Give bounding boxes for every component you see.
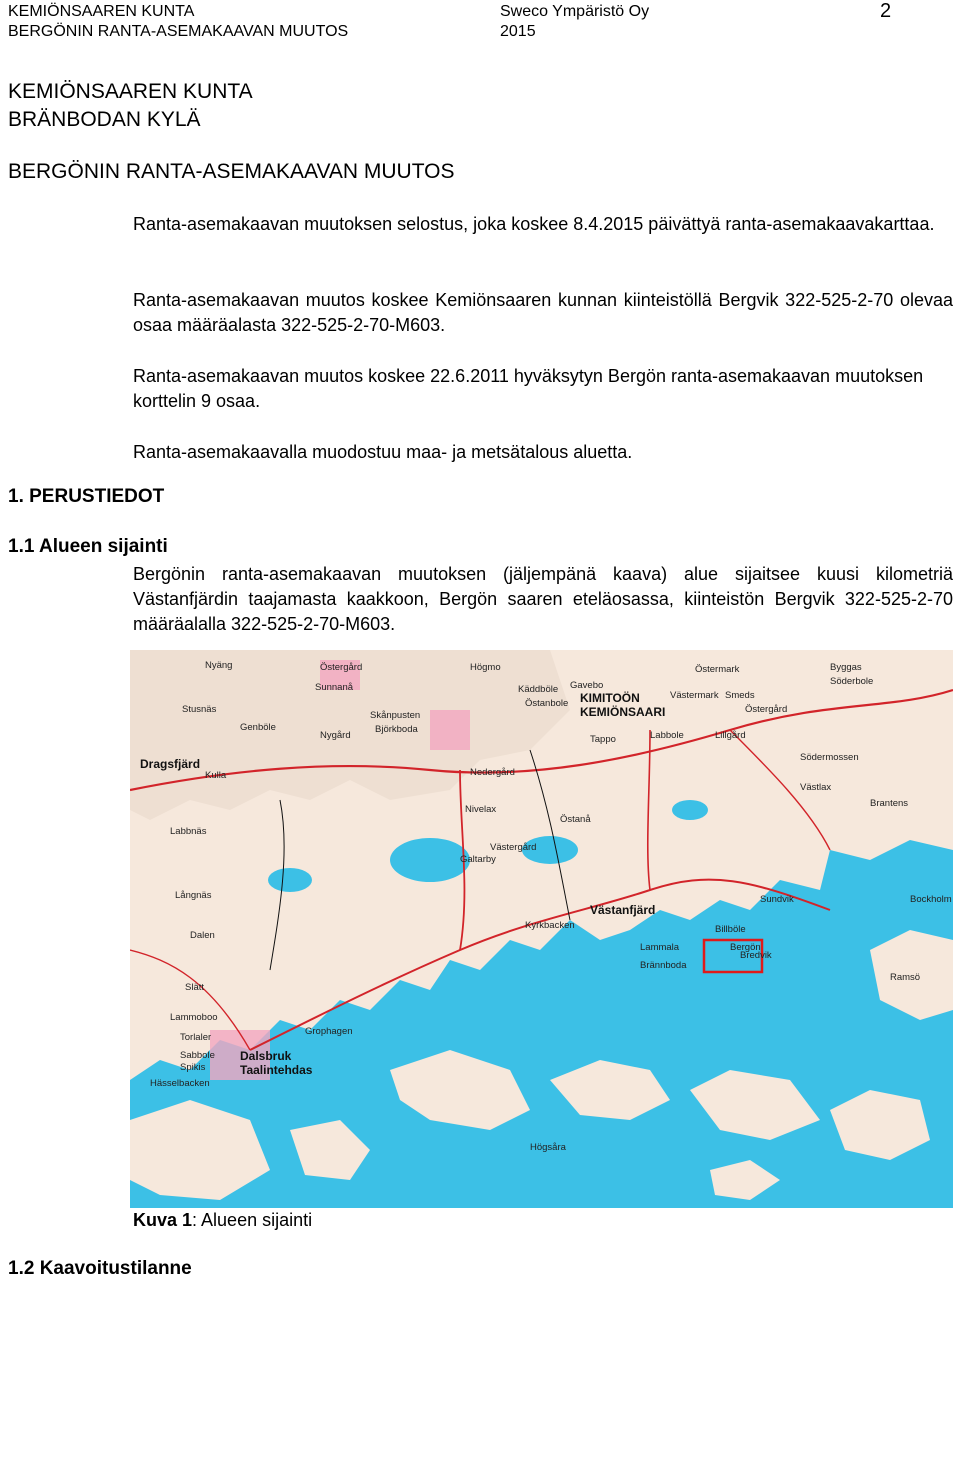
map-label: Lillgård: [715, 730, 746, 741]
map-label: Västlax: [800, 782, 832, 793]
map-label: Labbole: [650, 730, 684, 741]
map-label: Spikis: [180, 1062, 206, 1073]
map-label: Högsåra: [530, 1142, 566, 1153]
map-label: Gavebo: [570, 680, 604, 691]
map-label: KIMITOÖN: [580, 691, 640, 705]
map-label: Lammala: [640, 942, 680, 953]
map-label: Brantens: [870, 798, 909, 809]
map-label: Östergård: [745, 704, 788, 715]
map-label: Sunnanå: [315, 682, 354, 693]
map-label: Västanfjärd: [590, 903, 656, 917]
location-paragraph: Bergönin ranta-asemakaavan muutoksen (jäljempänä kaava) alue sijaitsee kuusi kilometriä Västanfjärdin taajamasta kaakkoon, Bergön saaren eteläosassa, kiinteistön Bergvik 322-525-2-70 määräalalla 322-525-2-70-M603.: [133, 564, 953, 634]
section-heading-alueen-sijainti: 1.1 Alueen sijainti: [8, 536, 168, 557]
map-label: Nivelax: [465, 804, 497, 815]
map-label: Skånpusten: [370, 710, 421, 721]
intro-paragraph-3: Ranta-asemakaavan muutos koskee 22.6.2011 hyväksytyn Bergön ranta-asemakaavan muutoksen korttelin 9 osaa.: [133, 366, 924, 411]
map-label: KEMIÖNSAARI: [580, 705, 666, 719]
map-label: Västergård: [490, 842, 537, 853]
map-label: Torlaler: [180, 1032, 212, 1043]
map-label: Dalsbruk: [240, 1049, 292, 1063]
map-label: Genböle: [240, 722, 276, 733]
map-label: Brännboda: [640, 960, 687, 971]
map-label: Kulla: [205, 770, 227, 781]
map-label: Stusnäs: [182, 704, 217, 715]
map-label: Tappo: [590, 734, 616, 745]
map-label: Östanå: [560, 814, 591, 825]
map-label: Taalintehdas: [240, 1063, 313, 1077]
map-label: Ramsö: [890, 972, 921, 983]
intro-paragraph-1: Ranta-asemakaavan muutoksen selostus, joka koskee 8.4.2015 päivättyä ranta-asemakaavakarttaa.: [133, 214, 935, 234]
map-label: Bergön: [730, 942, 761, 953]
map-label: Billböle: [715, 924, 746, 935]
map-label: Högmo: [470, 662, 501, 673]
map-label: Bredvik: [740, 950, 772, 961]
map-label: Östergård: [320, 662, 363, 673]
map-label: Nygård: [320, 730, 351, 741]
map-label: Söderbole: [830, 676, 874, 687]
map-label: Byggas: [830, 662, 862, 673]
location-map: [130, 650, 953, 1208]
map-label: Sabbole: [180, 1050, 215, 1061]
figure-caption-text: : Alueen sijainti: [192, 1210, 313, 1230]
map-label: Dalen: [190, 930, 215, 941]
header-project: BERGÖNIN RANTA-ASEMAKAAVAN MUUTOS: [8, 23, 349, 40]
section-heading-kaavoitustilanne: 1.2 Kaavoitustilanne: [8, 1258, 192, 1279]
map-label: Lammoboo: [170, 1012, 218, 1023]
map-label: Östanbole: [525, 698, 569, 709]
map-label: Slätt: [185, 982, 205, 993]
figure-caption-label: Kuva 1: [133, 1210, 193, 1230]
map-label: Björkboda: [375, 724, 418, 735]
map-label: Sundvik: [760, 894, 794, 905]
header-company: Sweco Ympäristö Oy: [500, 3, 650, 20]
map-graphic: [130, 650, 953, 1208]
map-label: Grophagen: [305, 1026, 353, 1037]
map-label: Långnäs: [175, 890, 212, 901]
figure-caption: [133, 1208, 312, 1233]
map-label: Nedergård: [470, 767, 515, 778]
map-label: Kyrkbacken: [525, 920, 575, 931]
header-year: 2015: [500, 23, 536, 40]
map-label: Södermossen: [800, 752, 859, 763]
page-number: 2: [880, 0, 892, 22]
map-label: Käddböle: [518, 684, 559, 695]
map-label: Labbnäs: [170, 826, 207, 837]
header-municipality: KEMIÖNSAAREN KUNTA: [8, 3, 195, 20]
map-label: Dragsfjärd: [140, 757, 201, 771]
map-label: Östermark: [695, 664, 740, 675]
map-label: Hässelbacken: [150, 1078, 210, 1089]
title-village: BRÄNBODAN KYLÄ: [8, 108, 201, 131]
map-label: Smeds: [725, 690, 755, 701]
intro-paragraph-4: Ranta-asemakaavalla muodostuu maa- ja metsätalous aluetta.: [133, 442, 633, 462]
title-municipality: KEMIÖNSAAREN KUNTA: [8, 80, 253, 103]
map-label: Nyäng: [205, 660, 233, 671]
intro-paragraph-2: Ranta-asemakaavan muutos koskee Kemiönsaaren kunnan kiinteistöllä Bergvik 322-525-2-70 olevaa osaa määräalasta 322-525-2-70-M603.: [133, 290, 953, 335]
title-plan: BERGÖNIN RANTA-ASEMAKAAVAN MUUTOS: [8, 160, 455, 183]
map-label: Västermark: [670, 690, 719, 701]
map-label: Galtarby: [460, 854, 496, 865]
section-heading-perustiedot: 1. PERUSTIEDOT: [8, 486, 165, 507]
map-label: Bockholm: [910, 894, 952, 905]
